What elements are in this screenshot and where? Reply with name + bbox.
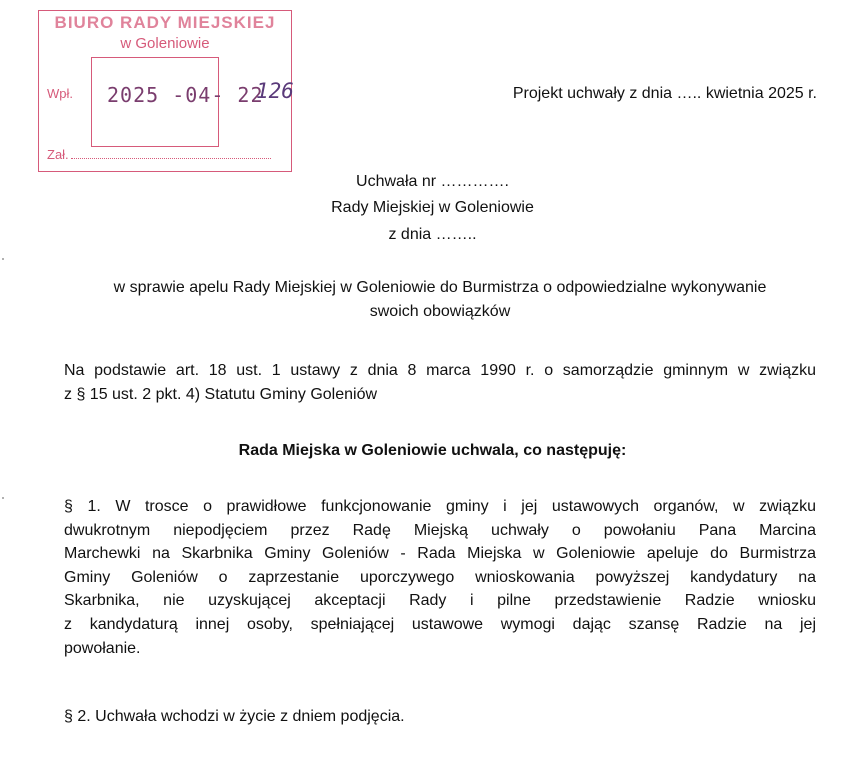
registry-stamp <box>38 10 292 172</box>
stamp-date: 2025 -04- 22 <box>107 83 264 107</box>
section-1-line: § 1. W trosce o prawidłowe funkcjonowanie gminy i jej ustawowych organów, w związku <box>64 498 816 515</box>
resolution-date: z dnia …….. <box>388 226 477 243</box>
scan-mark <box>2 258 4 260</box>
section-1-line: powołanie. <box>64 639 141 657</box>
section-1-line: Gminy Goleniów o zaprzestanie uporczywego wnioskowania powyższej kandydatury na <box>64 568 816 586</box>
section-1-line: Skarbnika, nie uzyskującej akceptacji Rady i pilne przedstawienie Radzie wniosku <box>64 592 816 610</box>
council-name: Rady Miejskiej w Goleniowie <box>331 199 534 216</box>
stamp-location: w Goleniowie <box>120 35 210 52</box>
stamp-zal <box>47 147 271 162</box>
project-date: Projekt uchwały z dnia ….. kwietnia 2025 r. <box>512 85 817 102</box>
legal-basis-line-1: Na podstawie art. 18 ust. 1 ustawy z dnia 8 marca 1990 r. o samorządzie gminnym w związku <box>64 362 816 379</box>
scan-mark <box>2 497 4 499</box>
resolves-statement: Rada Miejska w Goleniowie uchwala, co następuję: <box>238 442 627 459</box>
resolution-subject <box>64 276 816 324</box>
resolution-number: Uchwała nr …………. <box>356 173 509 190</box>
stamp-wpl-label: Wpł. <box>47 86 73 101</box>
section-2: § 2. Uchwała wchodzi w życie z dniem podjęcia. <box>64 708 405 725</box>
subject-line-2: swoich obowiązków <box>369 303 511 320</box>
section-1-line: dwukrotnym niepodjęciem przez Radę Miejską uchwały o powołaniu Pana Marcina <box>64 521 816 539</box>
legal-basis <box>64 359 816 406</box>
stamp-zal-label: Zał. <box>47 147 69 162</box>
subject-line-1: w sprawie apelu Rady Miejskiej w Goleniowie do Burmistrza o odpowiedzialne wykonywanie <box>113 279 767 296</box>
stamp-number: 126 <box>256 79 294 103</box>
section-1-line: z kandydaturą innej osoby, spełniającej ustawowe wymogi dając szansę Radzie na jej <box>64 615 816 633</box>
section-1 <box>64 495 816 660</box>
legal-basis-line-2: z § 15 ust. 2 pkt. 4) Statutu Gminy Goleniów <box>64 385 378 403</box>
stamp-zal-dots <box>71 158 271 159</box>
section-1-line: Marchewki na Skarbnika Gminy Goleniów - Rada Miejska w Goleniowie apeluje do Burmistrza <box>64 545 816 563</box>
stamp-office: BIURO RADY MIEJSKIEJ <box>54 13 276 32</box>
